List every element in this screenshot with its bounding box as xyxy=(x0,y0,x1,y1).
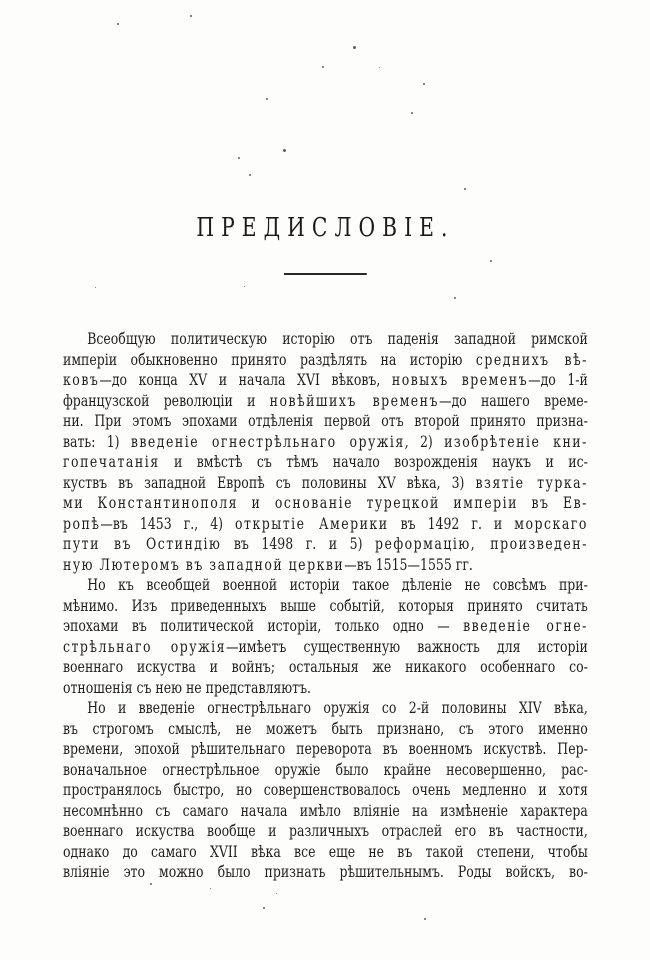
text-segment: вліяніе это можно было признать рѣшительнымъ. Роды войскъ, во- xyxy=(63,862,588,881)
text-line xyxy=(63,575,588,596)
text-line xyxy=(63,534,588,555)
scan-speck xyxy=(266,98,268,100)
text-segment: въ строгомъ смыслѣ, не можетъ быть признано, съ этого именно xyxy=(63,718,588,738)
text-line xyxy=(63,719,588,740)
text-line xyxy=(63,698,588,719)
text-line xyxy=(63,657,588,678)
text-segment: —имѣетъ существенную важность для исторіи xyxy=(225,636,588,656)
scan-speck xyxy=(322,66,324,68)
text-segment: воначальное огнестрѣльное оружіе было крайне несовершенно, рас- xyxy=(63,759,588,779)
text-line xyxy=(63,350,588,371)
text-line xyxy=(63,391,588,412)
text-segment: эпохами въ политической исторіи, только одно — xyxy=(63,616,464,635)
emphasized-text-segment: введеніе огне- xyxy=(463,616,588,635)
emphasized-text-segment: морскаго xyxy=(514,513,588,533)
text-segment: —въ 1515—1555 гг. xyxy=(344,554,473,574)
text-segment: отношенія съ нею не представляютъ. xyxy=(63,677,312,697)
text-line xyxy=(63,821,588,842)
text-segment: несомнѣнно съ самаго начала имѣло вліяніе на измѣненіе характера xyxy=(63,800,588,820)
text-segment: куствъ въ западной Европѣ съ половины XV вѣка, 3) xyxy=(63,472,476,492)
text-line xyxy=(63,432,588,453)
text-segment: Но къ всеобщей военной исторіи такое дѣленіе не совсѣмъ при- xyxy=(87,575,588,594)
scan-speck xyxy=(249,174,251,176)
scan-speck xyxy=(411,112,413,114)
emphasized-text-segment: введеніе огнестрѣльнаго оружія xyxy=(130,431,405,451)
text-line xyxy=(63,370,588,391)
text-line xyxy=(63,514,588,535)
emphasized-text-segment: ную Лютеромъ въ западной церкви xyxy=(63,554,345,574)
emphasized-text-segment: стрѣльнаго оружія xyxy=(63,636,226,656)
text-segment: и вмѣстѣ съ тѣмъ начало возрожденія наукъ и ис- xyxy=(159,452,588,471)
scan-speck xyxy=(244,286,245,287)
scan-speck xyxy=(238,157,240,159)
paragraph xyxy=(63,698,588,883)
emphasized-text-segment: гопечатанія xyxy=(63,452,160,471)
scan-speck xyxy=(150,883,152,885)
scan-speck xyxy=(379,67,380,68)
emphasized-text-segment: среднихъ вѣ- xyxy=(475,349,588,369)
text-line xyxy=(63,739,588,760)
emphasized-text-segment: ропѣ xyxy=(63,513,101,533)
scan-speck xyxy=(423,83,425,85)
text-line xyxy=(63,596,588,617)
scan-speck xyxy=(263,907,265,909)
scan-speck xyxy=(117,23,119,25)
text-column xyxy=(63,0,588,883)
text-line xyxy=(63,842,588,863)
text-segment: однако до самаго XVII вѣка все еще не въ такой степени, чтобы xyxy=(63,841,588,861)
text-segment: вать: 1) xyxy=(63,431,131,451)
emphasized-text-segment: ми Константинополя и основаніе турецкой имперіи въ Ев- xyxy=(63,493,588,512)
emphasized-text-segment: изобрѣтеніе кни- xyxy=(444,431,588,451)
text-line xyxy=(63,616,588,637)
text-line xyxy=(63,555,588,576)
text-line xyxy=(63,862,588,883)
scan-speck xyxy=(210,888,211,889)
text-block xyxy=(63,329,588,883)
text-line xyxy=(63,493,588,514)
scan-speck xyxy=(424,918,426,920)
text-line xyxy=(63,637,588,658)
text-segment: военнаго искуства и войнъ; остальныя же никакого особеннаго со- xyxy=(63,657,588,676)
scan-speck xyxy=(490,260,492,262)
scan-speck xyxy=(454,297,456,299)
emphasized-text-segment: открытіе Америки xyxy=(235,513,389,533)
emphasized-text-segment: пути въ Остиндію xyxy=(63,534,222,553)
text-line xyxy=(63,411,588,432)
emphasized-text-segment: новѣйшихъ временъ xyxy=(269,390,439,410)
text-segment: —до конца XV и начала XVI вѣковъ, xyxy=(99,370,392,389)
paragraph xyxy=(63,575,588,698)
text-segment: —до 1-й xyxy=(528,370,588,389)
text-line xyxy=(63,678,588,699)
page-title: ПРЕДИСЛОВІЕ. xyxy=(196,213,455,243)
text-line xyxy=(63,473,588,494)
text-line xyxy=(63,760,588,781)
text-segment: Всеобщую политическую исторію отъ паденія западной римской xyxy=(87,329,588,348)
scan-speck xyxy=(190,15,192,17)
scan-speck xyxy=(283,149,286,152)
scan-speck xyxy=(95,287,96,288)
title-rule xyxy=(284,273,367,275)
text-segment: ни. При этомъ эпохами отдѣленія первой отъ второй принято призна- xyxy=(63,411,588,430)
text-segment: мѣнимо. Изъ приведенныхъ выше событій, которыя принято считать xyxy=(63,595,588,615)
text-segment: въ 1492 г. и xyxy=(388,513,515,533)
paragraph xyxy=(63,329,588,575)
text-segment: , 2) xyxy=(404,431,445,451)
text-segment: военнаго искуства вообще и различныхъ отраслей его въ частности, xyxy=(63,821,588,840)
text-line xyxy=(63,780,588,801)
text-line xyxy=(63,329,588,350)
text-segment: имперіи обыкновенно принято раздѣлять на исторію xyxy=(63,349,476,369)
emphasized-text-segment: реформацію, произведен- xyxy=(374,534,588,553)
scan-speck xyxy=(464,188,466,190)
text-segment: Но и введеніе огнестрѣльнаго оружія со 2-й половины XIV вѣка, xyxy=(87,698,588,717)
text-segment: —до нашего време- xyxy=(438,390,588,410)
emphasized-text-segment: ковъ xyxy=(63,370,100,389)
text-segment: пространялось быстро, но совершенствовалось очень медленно и хотя xyxy=(63,780,588,799)
text-line xyxy=(63,452,588,473)
text-segment: въ 1498 г. и 5) xyxy=(221,534,375,553)
scan-speck xyxy=(276,893,277,894)
text-line xyxy=(63,801,588,822)
emphasized-text-segment: взятіе турка- xyxy=(475,472,588,492)
scan-speck xyxy=(353,46,356,49)
text-segment: —въ 1453 г., 4) xyxy=(100,513,236,533)
emphasized-text-segment: новыхъ временъ xyxy=(391,370,529,389)
text-segment: времени, эпохой рѣшительнаго переворота въ военномъ искуствѣ. Пер- xyxy=(63,739,588,758)
text-segment: французской революціи и xyxy=(63,390,270,410)
